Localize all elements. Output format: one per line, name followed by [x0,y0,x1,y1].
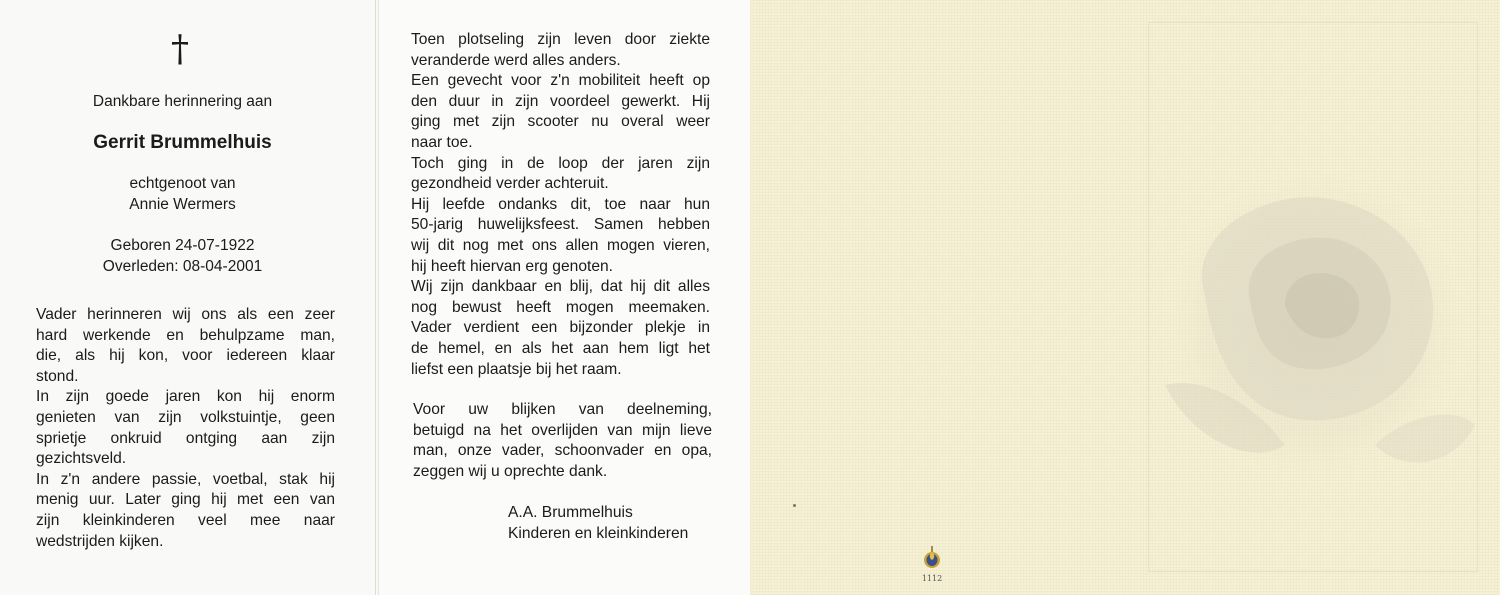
birth-date: Geboren 24-07-1922 [110,237,255,254]
text-line: de hemel, en als het aan hem ligt het [411,339,710,357]
text-line: menig uur. Later ging hij met een van [36,491,335,509]
text-line: veranderde werd alles anders. [411,51,621,69]
text-line: In zijn goede jaren kon hij enorm [36,388,335,406]
text-line: den duur in zijn voordeel gewerkt. Hij [411,92,710,110]
text-line: Vader herinneren wij ons als een zeer [36,306,335,323]
text-line: wij dit nog met ons allen mogen vieren, [411,236,710,254]
text-line: stond. [36,367,79,385]
gratitude-paragraph [413,400,712,482]
text-line: betuigd na het overlijden van mijn lieve [413,421,712,439]
text-line: In z'n andere passie, voetbal, stak hij [36,470,335,488]
spouse-name: Annie Wermers [129,196,236,213]
left-panel [0,0,378,595]
rose-watermark-icon [1145,145,1485,495]
text-line: naar toe. [411,133,473,151]
text-line: gezichtsveld. [36,450,127,468]
text-line: ging met zijn scooter nu overal weer [411,113,710,131]
back-panel [750,0,1500,595]
signature-family: Kinderen en kleinkinderen [508,525,689,542]
text-line: zijn kleinkinderen veel mee naar [36,511,335,529]
text-line: Hij leefde ondanks dit, toe naar hun [411,195,710,213]
text-line: Voor uw blijken van deelneming, [413,401,712,418]
publisher-logo-icon [922,546,942,570]
text-line: nog bewust heeft mogen meemaken. [411,298,710,316]
print-speck [793,504,796,507]
text-line: genieten van zijn volkstuintje, geen [36,408,335,426]
spouse-label: echtgenoot van [129,175,236,192]
memorial-paragraph-left [36,305,335,552]
text-line: gezondheid verder achteruit. [411,175,609,193]
text-line: liefst een plaatsje bij het raam. [411,360,622,378]
text-line: Vader verdient een bijzonder plekje in [411,319,710,337]
text-line: Toch ging in de loop der jaren zijn [411,154,710,172]
text-line: Wij zijn dankbaar en blij, dat hij dit alles [411,278,710,296]
text-line: hij heeft hiervan erg genoten. [411,257,613,275]
intro-text: Dankbare herinnering aan [92,93,273,110]
memorial-paragraph-middle [411,30,710,380]
death-date: Overleden: 08-04-2001 [102,258,263,275]
fold-line [375,0,376,595]
signature-name: A.A. Brummelhuis [508,504,633,521]
text-line: Een gevecht voor z'n mobiliteit heeft op [411,72,710,90]
print-code: 1112 [921,574,943,583]
text-line: zeggen wij u oprechte dank. [413,462,608,480]
text-line: sprietje onkruid ontging aan zijn [36,429,335,447]
text-line: Toen plotseling zijn leven door ziekte [411,31,710,48]
cross-symbol: † [171,29,189,70]
text-line: hard werkende en behulpzame man, [36,326,335,344]
deceased-name: Gerrit Brummelhuis [93,132,272,153]
text-line: 50-jarig huwelijksfeest. Samen hebben [411,216,710,234]
text-line: die, als hij kon, voor iedereen klaar [36,347,335,365]
text-line: wedstrijden kijken. [36,532,164,550]
text-line: man, onze vader, schoonvader en opa, [413,442,712,460]
